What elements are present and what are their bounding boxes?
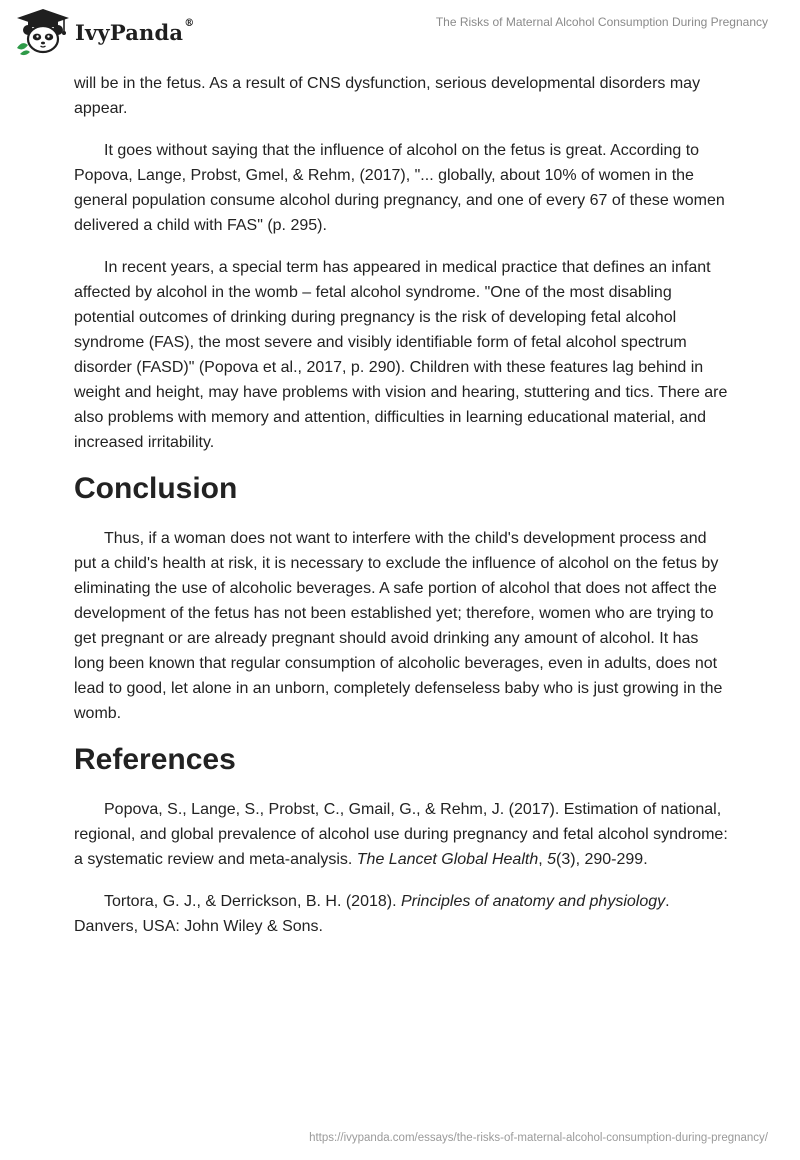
conclusion-paragraph: Thus, if a woman does not want to interfere with the child's development process and put a child's health at risk, it is necessary to exclude the influence of alcohol on the fetus by eliminating the use of alcoholic beverages. A safe portion of alcohol that does not affect the development of the fetus has not been established yet; therefore, women who are trying to get pregnant or are already pregnant should avoid drinking any amount of alcohol. It has long been known that regular consumption of alcoholic beverages, even in adults, does not lead to good, let alone in an unborn, completely defenseless baby who is just growing in the womb. (74, 530, 723, 722)
page-header (0, 0, 800, 62)
ivypanda-logo[interactable] (14, 8, 194, 56)
paragraph-influence: It goes without saying that the influence of alcohol on the fetus is great. According to Popova, Lange, Probst, Gmel, & Rehm, (2017), "... globally, about 10% of women in the general population consume alcohol during pregnancy, and one of every 67 of these women delivered a child with FAS" (p. 295). (74, 142, 725, 234)
paragraph-fas: In recent years, a special term has appeared in medical practice that defines an infant affected by alcohol in the womb – fetal alcohol syndrome. "One of the most disabling potential outcomes of drinking during pregnancy is the risk of developing fetal alcohol syndrome (FAS), the most severe and visibly identifiable form of fetal alcohol spectrum disorder (FASD)" (Popova et al., 2017, p. 290). Children with these features lag behind in weight and height, may have problems with vision and hearing, stuttering and tics. There are also problems with memory and attention, difficulties in learning educational material, and increased irritability. (74, 259, 728, 451)
reference-text: . Danvers, USA: John Wiley & Sons. (74, 893, 670, 935)
journal-title: The Lancet Global Health (356, 851, 539, 868)
references-heading: References (74, 743, 236, 776)
book-title: Principles of anatomy and physiology (400, 893, 666, 910)
paragraph-continuation: will be in the fetus. As a result of CNS dysfunction, serious developmental disorders may appear. (74, 75, 701, 117)
essay-body (74, 71, 730, 939)
source-url[interactable]: https://ivypanda.com/essays/the-risks-of-maternal-alcohol-consumption-during-pregnancy/ (309, 1132, 768, 1144)
reference-entry-popova (74, 797, 730, 872)
registered-mark: ® (184, 17, 195, 29)
panda-graduate-icon (14, 8, 72, 56)
journal-volume: 5 (547, 851, 557, 868)
logo-wordmark (75, 17, 195, 45)
conclusion-heading: Conclusion (74, 472, 238, 505)
reference-text: Tortora, G. J., & Derrickson, B. H. (2018). (104, 893, 401, 910)
reference-text: Popova, S., Lange, S., Probst, C., Gmail, G., & Rehm, J. (2017). Estimation of national, regional, and global prevalence of alcohol use during pregnancy and fetal alcohol syndrome: a systematic review and meta-analysis. (74, 801, 728, 868)
reference-entry-tortora (74, 889, 730, 939)
reference-text: , (538, 851, 548, 868)
document-title: The Risks of Maternal Alcohol Consumption During Pregnancy (435, 15, 768, 29)
reference-text: (3), 290-299. (556, 851, 648, 868)
logo-text: IvyPanda (75, 19, 184, 45)
